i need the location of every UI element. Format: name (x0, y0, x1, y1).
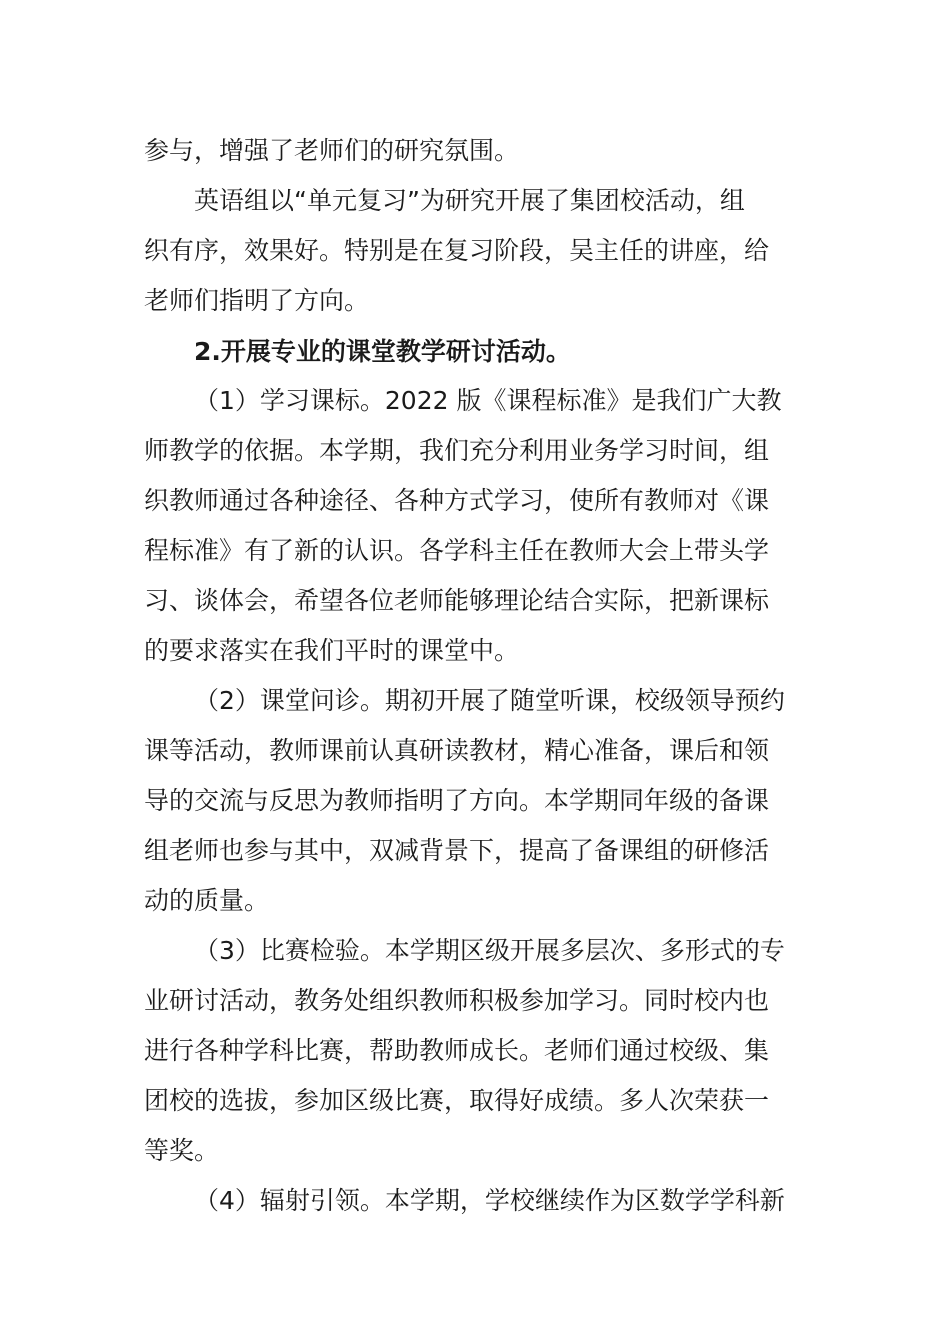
paragraph-first-line: （4）辐射引领。本学期，学校继续作为区数学学科新 (194, 1186, 785, 1215)
text-line: 参与，增强了老师们的研究氛围。 (144, 136, 520, 165)
text-line: 织有序，效果好。特别是在复习阶段，吴主任的讲座，给 (144, 236, 770, 265)
paragraph-first-line: （1）学习课标。2022 版《课程标准》是我们广大教 (194, 386, 782, 415)
text-line: 动的质量。 (144, 886, 270, 915)
text-line: 老师们指明了方向。 (144, 286, 370, 315)
paragraph-first-line: （3）比赛检验。本学期区级开展多层次、多形式的专 (194, 936, 785, 965)
text-line: 师教学的依据。本学期，我们充分利用业务学习时间，组 (144, 436, 770, 465)
text-line: 导的交流与反思为教师指明了方向。本学期同年级的备课 (144, 786, 770, 815)
section-heading: 2.开展专业的课堂教学研讨活动。 (194, 337, 571, 366)
paragraph-first-line: （2）课堂问诊。期初开展了随堂听课，校级领导预约 (194, 686, 785, 715)
text-line: 进行各种学科比赛，帮助教师成长。老师们通过校级、集 (144, 1036, 770, 1065)
text-line: 程标准》有了新的认识。各学科主任在教师大会上带头学 (144, 536, 770, 565)
text-line: 组老师也参与其中，双减背景下，提高了备课组的研修活 (144, 836, 770, 865)
text-line: 团校的选拔，参加区级比赛，取得好成绩。多人次荣获一 (144, 1086, 770, 1115)
text-line: 习、谈体会，希望各位老师能够理论结合实际，把新课标 (144, 586, 770, 615)
text-line: 织教师通过各种途径、各种方式学习，使所有教师对《课 (144, 486, 770, 515)
text-line: 的要求落实在我们平时的课堂中。 (144, 636, 520, 665)
text-line: 业研讨活动，教务处组织教师积极参加学习。同时校内也 (144, 986, 770, 1015)
paragraph-first-line: 英语组以“单元复习”为研究开展了集团校活动，组 (194, 186, 745, 215)
text-line: 课等活动，教师课前认真研读教材，精心准备，课后和领 (144, 736, 770, 765)
text-line: 等奖。 (144, 1136, 220, 1165)
